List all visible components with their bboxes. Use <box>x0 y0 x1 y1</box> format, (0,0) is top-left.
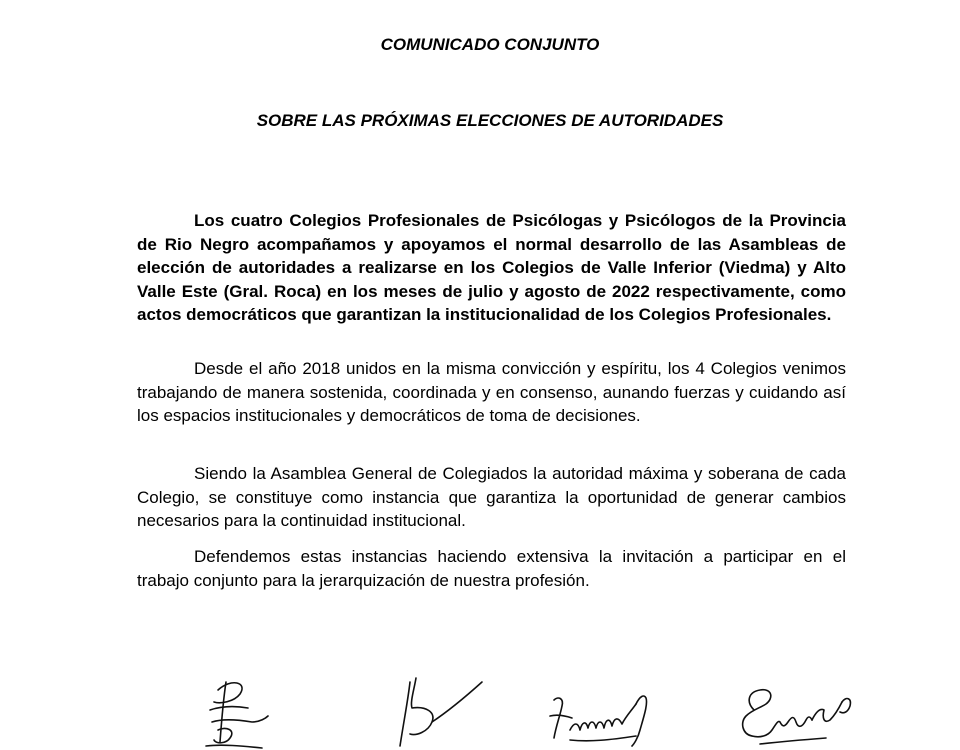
document-title: COMUNICADO CONJUNTO <box>380 35 600 54</box>
paragraph-2: Desde el año 2018 unidos en la misma convicción y espíritu, los 4 Colegios venimos trabajando de manera sostenida, coordinada y en consenso, aunando fuerzas y cuidando así los espacios institucionales y democráticos de toma de decisiones. <box>137 359 846 425</box>
paragraph-1: Los cuatro Colegios Profesionales de Psicólogas y Psicólogos de la Provincia de Rio Negro acompañamos y apoyamos el normal desarrollo de las Asambleas de elección de autoridades a realizarse en los Colegios de Valle Inferior (Viedma) y Alto Valle Este (Gral. Roca) en los meses de julio y agosto de 2022 respectivamente, como actos democráticos que garantizan la institucionalidad de los Colegios Profesionales. <box>137 211 846 324</box>
signature-1 <box>196 660 276 750</box>
signature-4 <box>730 660 860 750</box>
signature-2 <box>370 660 490 750</box>
signature-3 <box>540 660 660 750</box>
paragraph-3: Siendo la Asamblea General de Colegiados la autoridad máxima y soberana de cada Colegio, se constituye como instancia que garantiza la oportunidad de generar cambios necesarios para la continuidad institucional. <box>137 464 846 530</box>
document-subtitle: SOBRE LAS PRÓXIMAS ELECCIONES DE AUTORIDADES <box>256 111 724 130</box>
paragraph-4: Defendemos estas instancias haciendo extensiva la invitación a participar en el trabajo conjunto para la jerarquización de nuestra profesión. <box>137 547 846 590</box>
